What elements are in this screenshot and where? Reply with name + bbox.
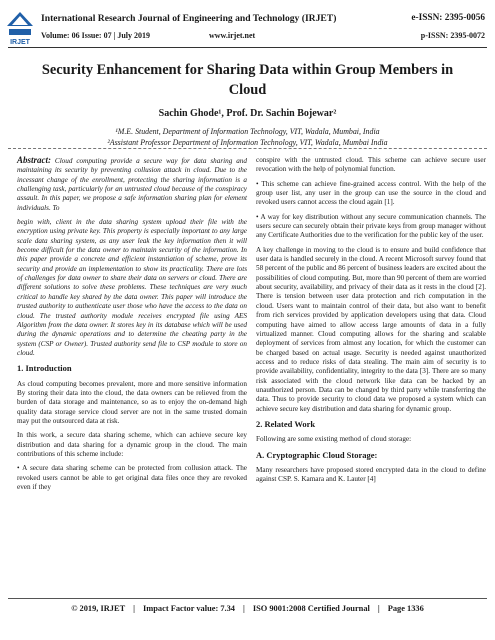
footer-iso: ISO 9001:2008 Certified Journal	[252, 604, 370, 613]
svg-text:IRJET: IRJET	[10, 39, 30, 46]
journal-name: International Research Journal of Engineering and Technology (IRJET)	[41, 13, 337, 24]
footer-separator: |	[242, 604, 245, 613]
abstract-label: Abstract:	[17, 155, 52, 165]
left-column	[17, 156, 247, 497]
page-footer	[0, 604, 495, 613]
volume-issue: Volume: 06 Issue: 07 | July 2019	[41, 31, 151, 40]
footer-separator: |	[133, 604, 136, 613]
abstract-text-1: Cloud computing provide a secure way for data sharing and maintaining its security by preventing collusion attack in cloud. Due to the incessant change of the enrollment, protecting the sharing information is a challenging task, particularly for an untrusted cloud because of the conspiracy assault. In this paper, we propose a safe information sharing plan for element individuals. To	[17, 157, 247, 212]
footer-separator: |	[377, 604, 380, 613]
footer-rule	[8, 598, 487, 599]
p-issn: p-ISSN: 2395-0072	[420, 31, 485, 40]
section-separator	[8, 148, 487, 149]
heading-cryptographic-storage: A. Cryptographic Cloud Storage:	[256, 449, 378, 460]
heading-introduction: 1. Introduction	[17, 363, 72, 374]
journal-website[interactable]: www.irjet.net	[209, 31, 256, 40]
paper-authors: Sachin Ghode¹, Prof. Dr. Sachin Bojewar²	[158, 108, 337, 119]
right-paragraph-2: A key challenge in moving to the cloud is to ensure and build confidence that user data is handled securely in the cloud. A recent Microsoft survey found that 58 percent of the public and 86 percent of business leaders are excited about the possibilities of cloud computing. But, more than 90 percent of them are worried about security, availability, and privacy of their data as it rests in the cloud [2]. There is tension between user data protection and rich computation in the cloud. Users want to maintain control of their data, but also want to benefit from rich services provided by application developers using that data. Cloud computing have aimed to allow access large amounts of data in a fully virtualized manner. Cloud computing allows for the sharing and scalable deployment of services from almost any location, for which the customer can be charged based on actual usage. Security is needed against unauthorized access and to reduce risks of data stealing. The main aim of security is to provide availability, confidentiality, integrity to the data [3]. There are so many risk associated with the cloud network like data can be hacked by an unauthorized person. Data can be changed by third party while transferring the data. Thus to provide security to cloud data we proposed a system which can achieve secure key distribution and data sharing for dynamic group.	[256, 245, 486, 413]
footer-page-number: Page 1336	[387, 604, 424, 613]
intro-paragraph-1: As cloud computing becomes prevalent, more and more sensitive information By storing their data into the cloud, the data owners can be relieved from the burden of data storage and maintenance, so as to enjoy the on-demand high quality data storage service cloud server are not in the same trusted domain may put the outsourced data at risk.	[17, 379, 247, 425]
abstract	[17, 156, 247, 213]
bullet-item-1: • A secure data sharing scheme can be protected from collusion attack. The revoked users cannot be able to get original data files once they are revoked even if they	[17, 464, 247, 491]
footer-impact-factor: Impact Factor value: 7.34	[143, 604, 235, 613]
footer-copyright: © 2019, IRJET	[71, 604, 126, 613]
e-issn: e-ISSN: 2395-0056	[411, 13, 485, 23]
affiliation-1: ¹M.E. Student, Department of Information Technology, VIT, Wadala, Mumbai, India	[115, 127, 380, 136]
right-paragraph-1: conspire with the untrusted cloud. This scheme can achieve secure user revocation with the help of polynomial function.	[256, 156, 486, 174]
header-rule	[8, 47, 487, 48]
affiliation-2: ²Assistant Professor Department of Information Technology, VIT, Wadala, Mumbai India	[107, 138, 388, 147]
irjet-logo	[5, 10, 35, 48]
abstract-text-2: begin with, client in the data sharing system upload their file with the encryption using private key. This property is especially important to any large scale data sharing system, as any user leak the key information then it will become difficult for the data owner to maintain security of the information. In this paper provide a concrete and efficient instantiation of scheme, prove its security and provide an implementation to show its practicality. There are lots of challenges for data owner to share their data on servers or cloud. There are different solutions to solve these problems. These techniques are very much critical to handle key shared by the data owner. This paper will introduce the trusted authority to authenticate user those who have the access to the data on cloud. The trusted authority module receives encrypted file using AES Algorithm from the data owner. It stores key in its database which will be used during the dynamic operations and to determine the cheating party in the system (CSP or Owner). Trusted authority send file to CSP module to store on cloud.	[17, 218, 247, 357]
crypto-paragraph-1: Many researchers have proposed stored encrypted data in the cloud to define against CSP. S. Kamara and K. Lauter [4]	[256, 465, 486, 484]
paper-title: Security Enhancement for Sharing Data within Group Members in Cloud	[41, 62, 454, 98]
bullet-item-2: • This scheme can achieve fine-grained access control. With the help of the group user list, any user in the group can use the source in the cloud and revoked users cannot access the cloud again [1].	[256, 179, 486, 207]
related-paragraph-1: Following are some existing method of cloud storage:	[256, 435, 412, 444]
intro-paragraph-2: In this work, a secure data sharing scheme, which can achieve secure key distribution and data sharing for a dynamic group in the cloud. The main contributions of this scheme include:	[17, 431, 247, 458]
right-column	[256, 156, 486, 490]
bullet-item-3: • A way for key distribution without any secure communication channels. The users secure can securely obtain their private keys from group manager without any Certificate Authorities due to the verification for the public key of the user.	[256, 212, 486, 240]
heading-related-work: 2. Related Work	[256, 418, 316, 429]
